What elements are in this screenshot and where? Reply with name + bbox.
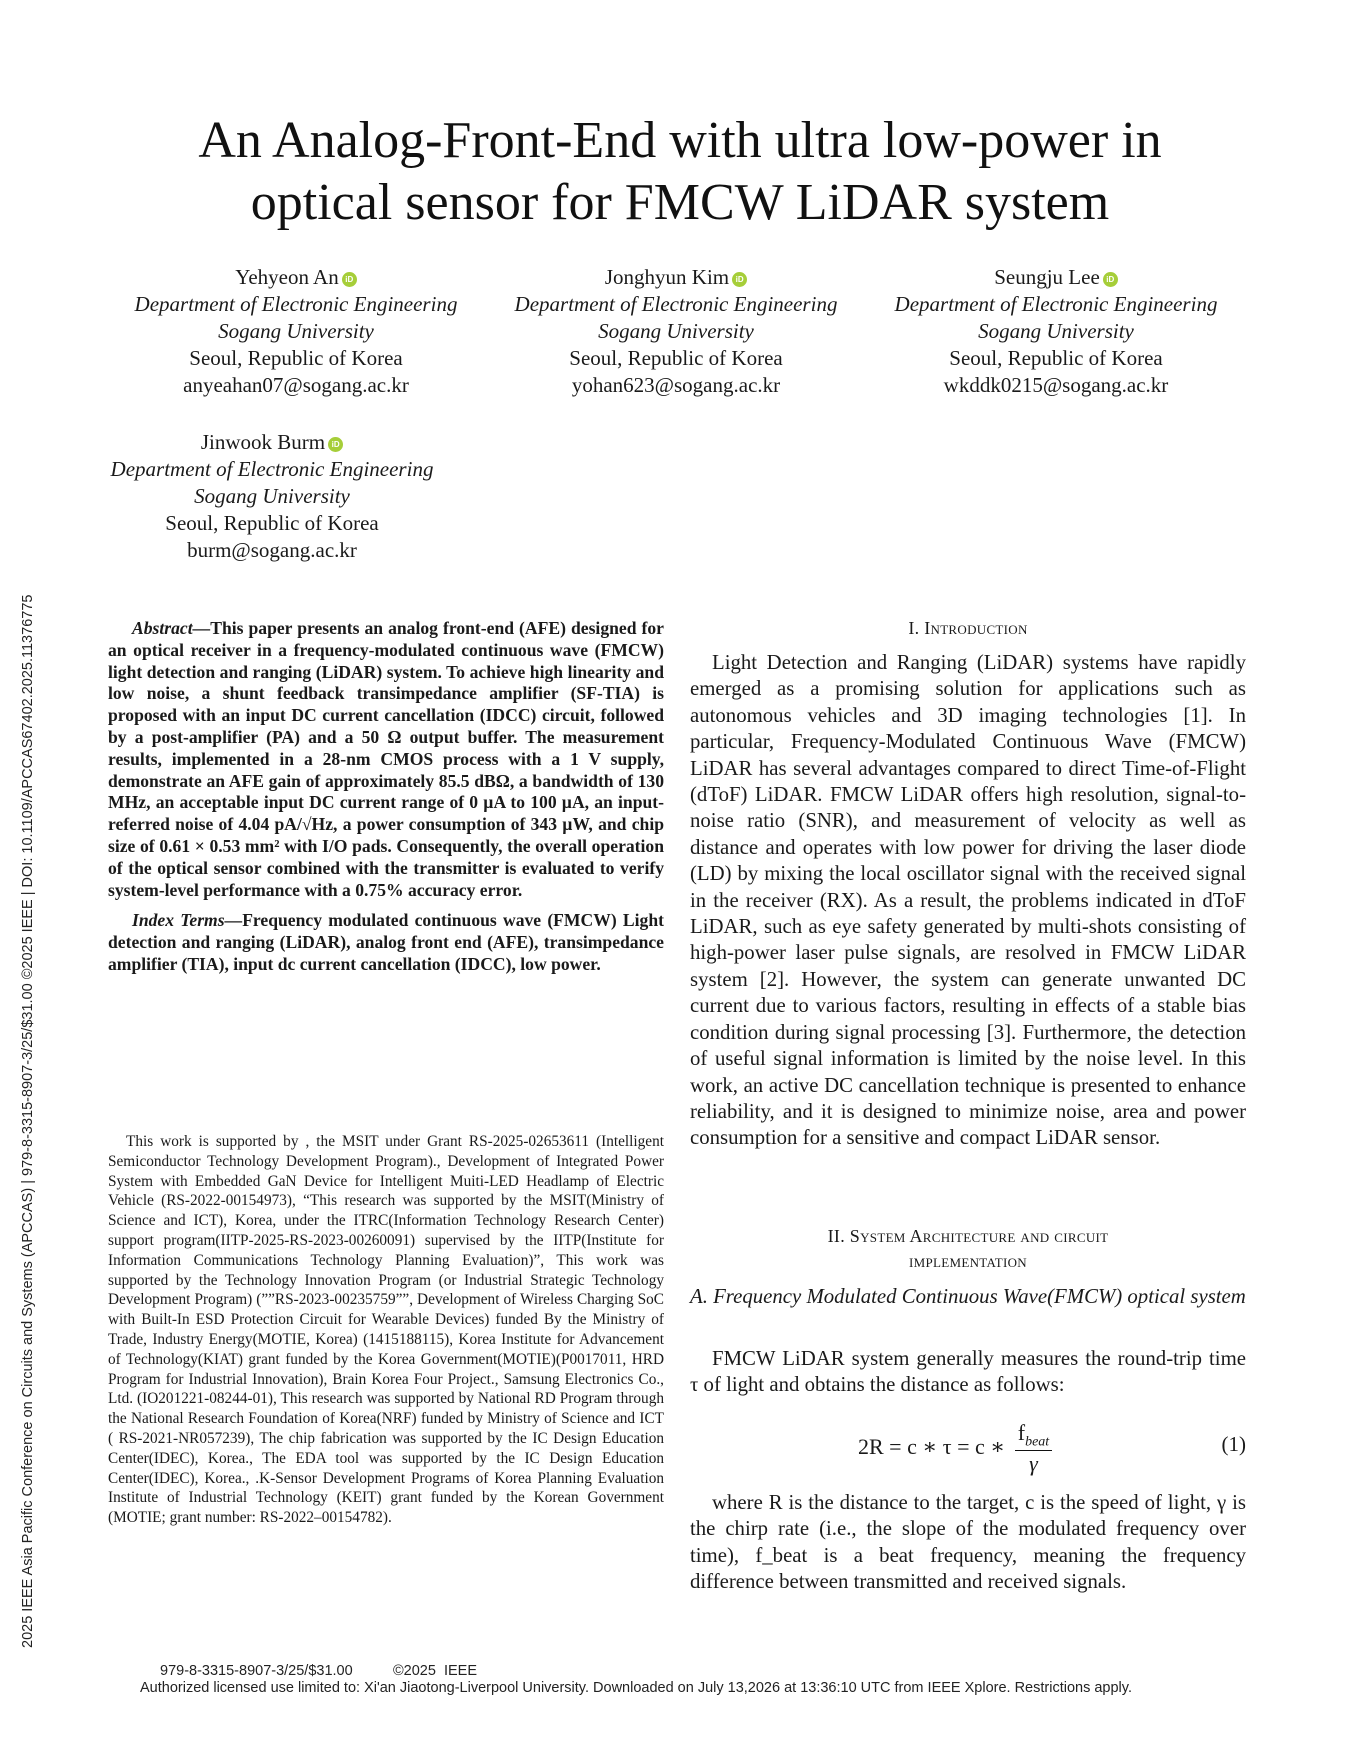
orcid-icon[interactable]: iD	[1103, 272, 1118, 287]
equation-explanation: where R is the distance to the target, c is the speed of light, γ is the chirp rate (i.e., the slope of the modulated frequency over time), f_beat is a beat frequency, meaning the frequency difference between transmitted and received signals.	[690, 1491, 1246, 1594]
page-footer-license: Authorized licensed use limited to: Xi'an Jiaotong-Liverpool University. Downloaded on July 13,2026 at 13:36:10 UTC from IEEE Xplore. Restrictions apply.	[140, 1680, 1132, 1696]
author-city: Seoul, Republic of Korea	[189, 346, 403, 370]
author-email: wkddk0215@sogang.ac.kr	[943, 373, 1169, 397]
abstract-paragraph	[108, 618, 664, 901]
author-name: Yehyeon An	[235, 265, 339, 289]
author-dept: Department of Electronic Engineering	[110, 457, 434, 481]
orcid-icon[interactable]: iD	[342, 272, 357, 287]
author-city: Seoul, Republic of Korea	[569, 346, 783, 370]
author-block-3	[876, 264, 1236, 399]
author-dept: Department of Electronic Engineering	[894, 292, 1218, 316]
author-dept: Department of Electronic Engineering	[134, 292, 458, 316]
orcid-icon[interactable]: iD	[328, 437, 343, 452]
index-terms-text: Frequency modulated continuous wave (FMCW) Light detection and ranging (LiDAR), analog front end (AFE), transimpedance amplifier (TIA), input dc current cancellation (IDCC), low power.	[108, 910, 664, 974]
equation-denominator: γ	[1029, 1451, 1038, 1477]
introduction-text: Light Detection and Ranging (LiDAR) systems have rapidly emerged as a promising solution for applications such as autonomous vehicles and 3D imaging technologies [1]. In particular, Frequency-Modulated Continuous Wave (FMCW) LiDAR has several advantages compared to direct Time-of-Flight (dToF) LiDAR. FMCW LiDAR offers high resolution, signal-to-noise ratio (SNR), and measurement of velocity as well as distance and operates with low power for driving the laser diode (LD) by mixing the local oscillator signal with the received signal in the receiver (RX). As a result, the problems indicated in dToF LiDAR, such as eye safety generated by multi-shots consisting of high-power laser pulse signals, are resolved in FMCW LiDAR system [2]. However, the system can generate unwanted DC current due to various factors, resulting in effects of a stable bias condition during signal processing [3]. Furthermore, the detection of useful signal information is limited by the noise level. In this work, an active DC cancellation technique is presented to enhance reliability, and it is designed to minimize noise, area and power consumption for a sensitive and compact LiDAR sensor.	[690, 651, 1246, 1150]
author-block-4	[92, 429, 452, 564]
equation-numerator	[1015, 1420, 1052, 1451]
section-heading-introduction: I. Introduction	[908, 618, 1028, 638]
author-email: yohan623@sogang.ac.kr	[571, 373, 781, 397]
numerator-symbol: f	[1017, 1420, 1026, 1445]
author-univ: Sogang University	[598, 319, 754, 343]
author-name: Seungju Lee	[994, 265, 1100, 289]
author-block-1	[116, 264, 476, 399]
title-line-2: optical sensor for FMCW LiDAR system	[250, 174, 1110, 231]
equation-1	[690, 1410, 1246, 1480]
section-heading-system	[690, 1224, 1246, 1274]
paper-title	[110, 110, 1250, 234]
abstract-text: This paper presents an analog front-end (AFE) designed for an optical receiver in a frequency-modulated continuous wave (FMCW) light detection and ranging (LiDAR) system. To achieve high linearity and low noise, a shunt feedback transimpedance amplifier (SF-TIA) is proposed with an input DC current cancellation (IDCC) circuit, followed by a post-amplifier (PA) and a 50 Ω output buffer. The measurement results, implemented in a 28-nm CMOS process with a 1 V supply, demonstrate an AFE gain of approximately 85.5 dBΩ, a bandwidth of 130 MHz, an acceptable input DC current range of 0 µA to 100 µA, an input-referred noise of 4.04 pA/√Hz, a power consumption of 343 µW, and chip size of 0.61 × 0.53 mm² with I/O pads. Consequently, the overall operation of the optical sensor combined with the transmitter is evaluated to verify system-level performance with a 0.75% accuracy error.	[108, 618, 664, 900]
index-terms-lead: Index Terms—	[132, 910, 243, 931]
equation-number: (1)	[1221, 1432, 1246, 1456]
system-heading-line-2: implementation	[909, 1251, 1027, 1271]
sidebar-citation: 2025 IEEE Asia Pacific Conference on Circuits and Systems (APCCAS) | 979-8-3315-8907-3/25/$31.00 ©2025 IEEE | DOI: 10.1109/APCCAS67402.2025.11376775	[20, 594, 36, 1648]
abstract	[108, 618, 664, 976]
subsection-heading-fmcw: A. Frequency Modulated Continuous Wave(FMCW) optical system	[690, 1285, 1246, 1308]
equation-body	[858, 1420, 1052, 1477]
author-city: Seoul, Republic of Korea	[949, 346, 1163, 370]
author-univ: Sogang University	[978, 319, 1134, 343]
title-line-1: An Analog-Front-End with ultra low-power in	[198, 112, 1162, 169]
abstract-lead: Abstract—	[132, 618, 211, 638]
page-footer-meta: 979-8-3315-8907-3/25/$31.00 ©2025 IEEE	[160, 1663, 478, 1679]
index-terms	[108, 910, 664, 975]
author-dept: Department of Electronic Engineering	[514, 292, 838, 316]
author-univ: Sogang University	[218, 319, 374, 343]
author-email: anyeahan07@sogang.ac.kr	[183, 373, 409, 397]
author-email: burm@sogang.ac.kr	[187, 538, 357, 562]
author-name: Jinwook Burm	[200, 430, 326, 454]
author-city: Seoul, Republic of Korea	[165, 511, 379, 535]
equation-lhs: 2R = c ∗ τ = c ∗	[858, 1433, 1006, 1459]
author-name: Jonghyun Kim	[604, 265, 730, 289]
author-block-2	[496, 264, 856, 399]
orcid-icon[interactable]: iD	[732, 272, 747, 287]
system-heading-line-1: II. System Architecture and circuit	[827, 1226, 1109, 1246]
system-text: FMCW LiDAR system generally measures the round-trip time τ of light and obtains the distance as follows:	[690, 1347, 1246, 1397]
equation-fraction	[1015, 1420, 1052, 1477]
numerator-subscript: beat	[1025, 1434, 1050, 1450]
author-univ: Sogang University	[194, 484, 350, 508]
funding-footnote: This work is supported by , the MSIT under Grant RS-2025-02653611 (Intelligent Semiconductor Technology Development Program)., Development of Integrated Power System with Embedded GaN Device for Intelligent Muiti-LED Headlamp of Electric Vehicle (RS-2022-00154973), “This research was supported by the MSIT(Ministry of Science and ICT), Korea, under the ITRC(Information Technology Research Center) support program(IITP-2025-RS-2023-00260091) supervised by the IITP(Institute for Information Communications Technology Planning Evaluation)”, This work was supported by the Technology Innovation Program (or Industrial Strategic Technology Development Program) (””RS-2023-00235759””, Development of Wireless Charging SoC with Built-In ESD Protection Circuit for Wearable Devices) funded By the Ministry of Trade, Industry Energy(MOTIE, Korea) (1415188115), Korea Institute for Advancement of Technology(KIAT) grant funded by the Korea Government(MOTIE)(P0017011, HRD Program for Industrial Innovation), Brain Korea Four Project., Samsung Electronics Co., Ltd. (IO201221-08244-01), This research was supported by National RD Program through the National Research Foundation of Korea(NRF) funded by Ministry of Science and ICT ( RS-2021-NR057239), The chip fabrication was supported by the IC Design Education Center(IDEC), Korea., The EDA tool was supported by the IC Design Education Center(IDEC), Korea., .K-Sensor Development Programs of Korea Planning Evaluation Institute of Industrial Technology (KEIT) grant funded by the Korean Government (MOTIE; grant number: RS-2022–00154782).	[108, 1133, 664, 1527]
